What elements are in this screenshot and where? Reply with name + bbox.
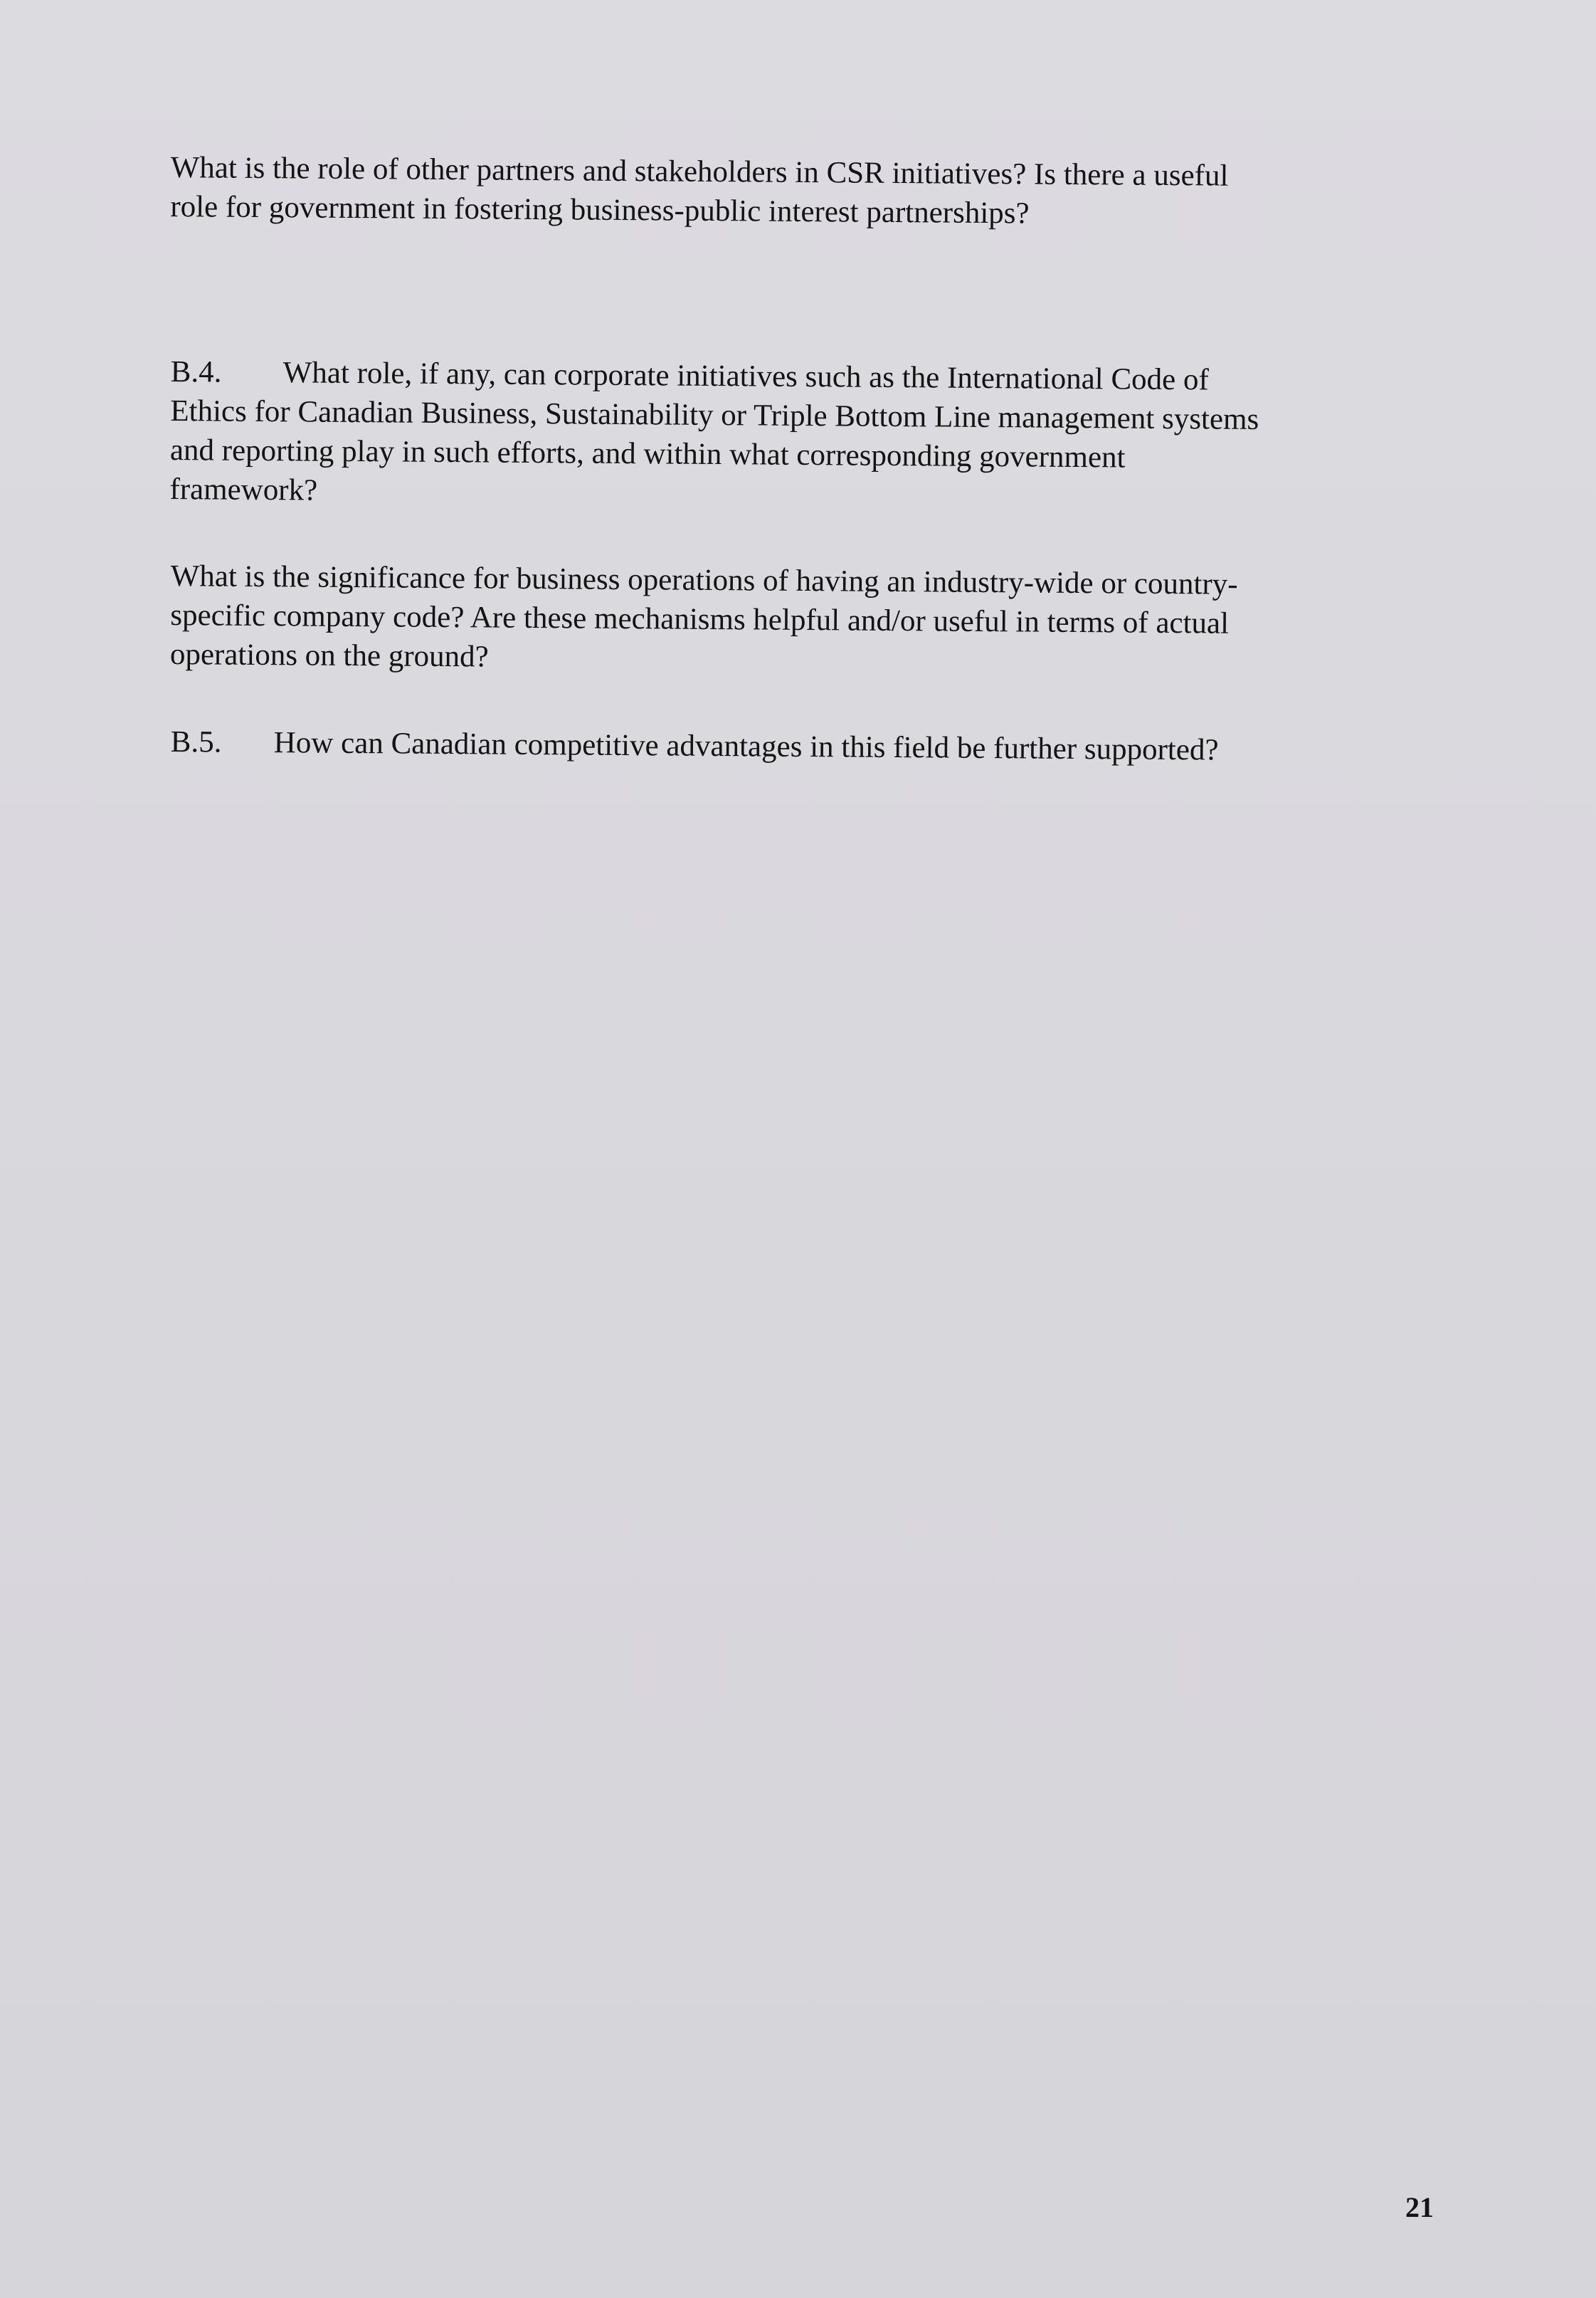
section-label: B.4. (170, 354, 222, 389)
text-line: operations on the ground? (169, 637, 489, 674)
text-line-content: What role, if any, can corporate initiatives such as the International Code of (282, 356, 1210, 397)
text-line (171, 722, 1452, 771)
text-line: What is the significance for business operations of having an industry-wide or country- (170, 559, 1238, 601)
text-line: role for government in fostering business-public interest partnerships? (170, 189, 1030, 231)
text-line-content: How can Canadian competitive advantages in this field be further supported? (273, 726, 1219, 767)
text-line: Ethics for Canadian Business, Sustainability or Triple Bottom Line management systems (170, 394, 1259, 437)
paragraph-b5 (171, 722, 1452, 771)
section-label: B.5. (170, 724, 222, 759)
paragraph-partners-stakeholders (170, 148, 1452, 236)
paragraph-b4 (169, 352, 1452, 519)
paragraph-company-code (170, 557, 1452, 684)
page-number: 21 (1405, 2191, 1434, 2223)
text-line: and reporting play in such efforts, and within what corresponding government (169, 433, 1126, 475)
text-line: framework? (169, 472, 318, 507)
text-line: What is the role of other partners and stakeholders in CSR initiatives? Is there a useful (170, 150, 1229, 193)
text-line: specific company code? Are these mechanisms helpful and/or useful in terms of actual (170, 598, 1230, 641)
